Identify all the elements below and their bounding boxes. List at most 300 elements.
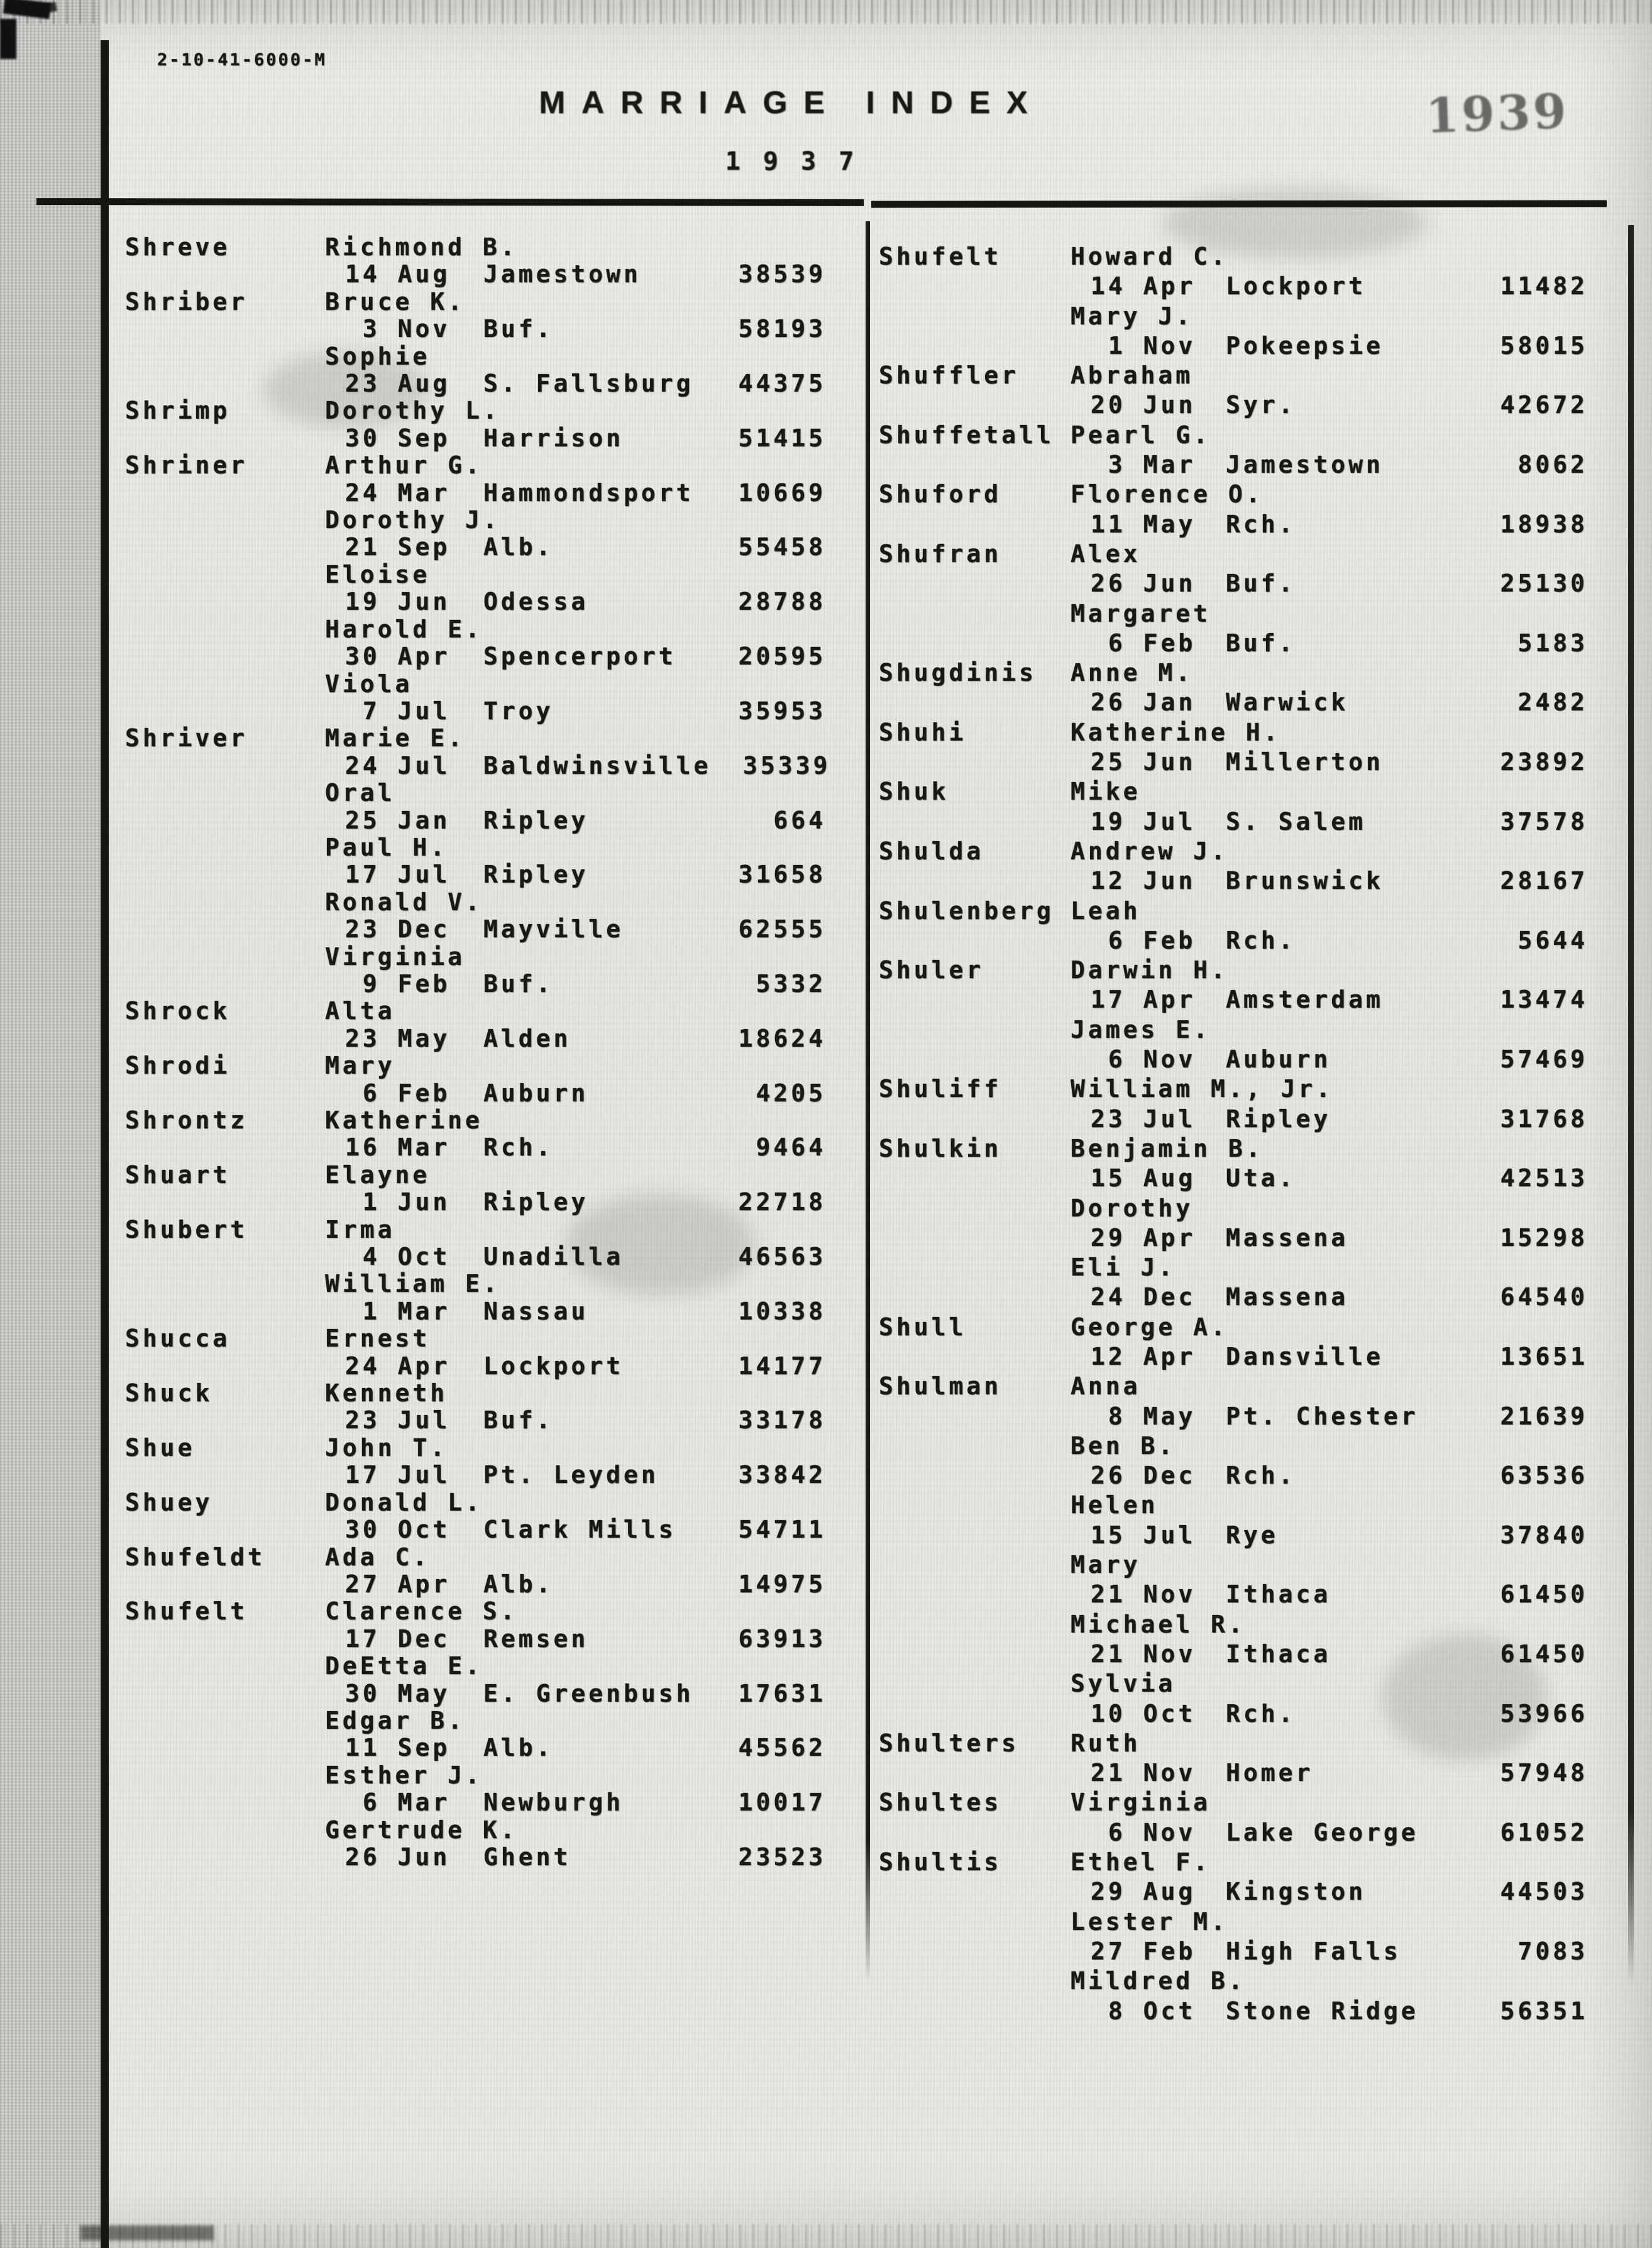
marriage-place: Ripley [1226,1105,1331,1133]
given-name: William E. [325,1270,500,1298]
entry-detail-row [125,916,826,943]
entry-name-row [879,1372,1588,1401]
surname [125,671,325,698]
certificate-number: 31658 [738,861,826,889]
given-name: Ernest [325,1325,431,1353]
scan-noise-bottom [0,2224,1652,2248]
entry-detail-row [879,450,1588,480]
entry-name-row [879,718,1588,747]
marriage-place: S. Fallsburg [483,370,694,398]
entry-name-row [125,1707,826,1734]
entry-name-row [125,1544,826,1571]
surname: Shull [879,1313,967,1341]
given-name: Dorothy J. [325,506,500,534]
marriage-place: Buf. [483,969,554,998]
given-name: Abraham [1071,361,1194,390]
index-entry [125,397,826,452]
entry-name-row [879,1669,1588,1699]
given-name: Mike [1071,778,1141,806]
given-name: James E. [1071,1015,1211,1044]
certificate-number: 57469 [1500,1045,1588,1074]
surname: Shuford [879,480,1002,509]
marriage-place: Massena [1226,1223,1349,1252]
certificate-number: 55458 [738,533,826,561]
surname: Shufelt [879,243,1002,270]
index-entry [125,289,826,343]
entry-name-row [125,507,826,534]
marriage-date: 6 Feb [1091,629,1196,657]
certificate-number: 31768 [1500,1105,1588,1133]
left-border-rule [101,40,109,2248]
entry-detail-row [879,331,1588,361]
marriage-date: 4 Oct [345,1243,451,1271]
entry-detail-row [879,807,1588,837]
marriage-date: 14 Apr [1091,272,1196,300]
given-name: Benjamin B. [1071,1134,1264,1162]
entry-detail-row [125,1025,826,1052]
marriage-date: 25 Jan [345,806,451,834]
marriage-date: 24 Mar [345,478,451,507]
entry-detail-row [125,1844,826,1871]
certificate-number: 44503 [1500,1878,1588,1906]
index-entry [879,1907,1588,1967]
surname [879,1253,1071,1282]
index-entry [879,1966,1588,2026]
entry-name-row [879,1490,1588,1520]
entry-name-row [879,1194,1588,1223]
marriage-place: Ghent [483,1843,571,1871]
header-rule-right [871,200,1607,207]
entry-detail-row [879,629,1588,658]
index-entry [125,724,831,780]
entry-detail-row [879,1045,1588,1074]
given-name: Sylvia [1071,1670,1176,1698]
entry-detail-row [125,971,826,998]
certificate-number: 64540 [1500,1283,1588,1311]
entry-detail-row [125,1680,826,1707]
certificate-number: 33842 [738,1461,826,1489]
certificate-number: 10669 [738,478,826,507]
given-name: Irma [325,1215,395,1243]
given-name: Alta [325,997,395,1025]
entry-detail-row [125,643,826,670]
given-name: Margaret [1071,599,1211,627]
index-entry [125,1598,826,1653]
surname: Shulkin [879,1134,1002,1162]
marriage-date: 23 May [345,1024,451,1052]
index-entry [879,658,1588,718]
marriage-date: 6 Nov [1091,1818,1196,1846]
certificate-number: 5183 [1517,629,1588,657]
surname [125,343,325,370]
marriage-place: E. Greenbush [483,1679,694,1707]
marriage-date: 17 Jul [345,1461,451,1489]
surname [125,834,325,861]
marriage-place: Rch. [1226,926,1296,954]
given-name: Leah [1071,896,1141,925]
surname [879,1431,1071,1461]
index-entry [879,421,1588,480]
given-name: Andrew J. [1071,837,1228,865]
entry-name-row [125,1270,826,1298]
marriage-date: 17 Dec [345,1624,451,1653]
marriage-place: Alb. [483,1570,554,1598]
marriage-place: S. Salem [1226,807,1367,835]
marriage-date: 1 Nov [1091,331,1196,360]
marriage-place: Pt. Chester [1226,1402,1419,1430]
surname: Shubert [125,1215,248,1243]
marriage-place: Alb. [483,533,554,561]
surname: Shuk [879,778,949,806]
given-name: Ben B. [1071,1431,1176,1460]
given-name: Virginia [325,942,466,971]
marriage-date: 24 Jul [345,751,451,780]
entry-detail-row [879,1282,1588,1312]
index-entry [125,834,826,889]
given-name: Katherine H. [1071,718,1281,746]
marriage-date: 8 Oct [1091,1997,1196,2025]
index-entry [879,480,1588,539]
given-name: Dorothy L. [325,397,500,425]
entry-detail-row [125,751,831,780]
index-entry [879,1788,1588,1848]
certificate-number: 25130 [1500,570,1588,598]
certificate-number: 35339 [743,751,831,780]
entry-detail-row [125,425,826,452]
marriage-date: 30 May [345,1679,451,1707]
marriage-place: Buf. [1226,629,1296,657]
certificate-number: 58015 [1500,331,1588,360]
certificate-number: 8062 [1517,451,1588,479]
entry-detail-row [879,272,1588,301]
surname: Shucca [125,1325,231,1353]
marriage-date: 30 Oct [345,1516,451,1544]
certificate-number: 10017 [738,1788,826,1817]
surname [125,507,325,534]
certificate-number: 10338 [738,1297,826,1325]
given-name: Harold E. [325,615,483,643]
entry-name-row [879,777,1588,807]
entry-detail-row [879,866,1588,896]
entry-name-row [125,1107,826,1134]
certificate-number: 62555 [738,915,826,944]
entry-name-row [879,1610,1588,1639]
page-title: MARRIAGE INDEX [539,85,1044,120]
entry-name-row [879,896,1588,926]
marriage-date: 15 Jul [1091,1521,1196,1549]
entry-detail-row [125,1407,826,1434]
entry-detail-row [879,985,1588,1015]
given-name: Alex [1071,539,1141,568]
given-name: Bruce K. [325,287,466,316]
form-number: 2-10-41-6000-M [157,50,327,70]
marriage-date: 21 Nov [1091,1580,1196,1609]
index-entry [125,616,826,671]
surname [125,1707,325,1734]
entry-detail-row [879,1758,1588,1788]
given-name: Ronald V. [325,888,483,916]
surname: Shreve [125,233,231,261]
certificate-number: 37578 [1500,807,1588,835]
entry-detail-row [125,1626,826,1653]
index-entry [125,1216,826,1271]
entry-name-row [125,998,826,1025]
given-name: DeEtta E. [325,1652,483,1680]
marriage-date: 3 Nov [345,315,451,343]
entry-detail-row [879,688,1588,717]
index-entry [879,1134,1588,1194]
entry-name-row [125,1216,826,1243]
certificate-number: 17631 [738,1679,826,1707]
entry-detail-row [879,510,1588,539]
entry-name-row [125,671,826,698]
index-entry [125,780,826,834]
column-divider-rule [866,221,870,1981]
marriage-date: 3 Mar [1091,451,1196,479]
given-name: Esther J. [325,1761,483,1789]
given-name: Mildred B. [1071,1967,1246,1995]
entry-name-row [125,1162,826,1189]
entry-name-row [879,1074,1588,1104]
surname [879,1907,1071,1937]
entry-detail-row [879,1699,1588,1729]
surname [125,1270,325,1298]
index-entry [125,343,826,398]
index-entry [125,1762,826,1817]
index-entry [879,718,1588,778]
given-name: Ethel F. [1071,1848,1211,1876]
marriage-place: Lake George [1226,1818,1419,1846]
entry-name-row [125,889,826,916]
marriage-date: 21 Nov [1091,1639,1196,1668]
index-entry [125,234,826,289]
marriage-date: 6 Feb [345,1079,451,1107]
marriage-place: Stone Ridge [1226,1997,1419,2025]
entry-detail-row [125,1189,826,1216]
marriage-place: Massena [1226,1283,1349,1311]
given-name: Mary J. [1071,302,1194,330]
marriage-place: Amsterdam [1226,986,1384,1014]
given-name: Katherine [325,1106,483,1134]
given-name: John T. [325,1433,448,1462]
index-entry [125,944,826,998]
marriage-place: Millerton [1226,748,1384,776]
index-entry [879,302,1588,361]
given-name: Anne M. [1071,659,1194,687]
marriage-place: Warwick [1226,688,1349,717]
index-column-right [879,242,1588,2026]
surname: Shrodi [125,1052,231,1080]
marriage-place: Lockport [483,1352,624,1380]
entry-detail-row [125,698,826,725]
surname: Shuhi [879,718,967,746]
marriage-date: 7 Jul [345,697,451,725]
marriage-date: 14 Aug [345,260,451,289]
entry-name-row [879,1015,1588,1045]
certificate-number: 13474 [1500,986,1588,1014]
entry-detail-row [125,1134,826,1161]
marriage-date: 20 Jun [1091,391,1196,419]
marriage-date: 24 Apr [345,1352,451,1380]
certificate-number: 57948 [1500,1759,1588,1787]
certificate-number: 23892 [1500,748,1588,776]
index-entry [879,1848,1588,1907]
marriage-place: Hammondsport [483,478,694,507]
given-name: Ruth [1071,1729,1141,1757]
marriage-date: 23 Aug [345,370,451,398]
given-name: Anna [1071,1372,1141,1401]
marriage-date: 26 Dec [1091,1462,1196,1490]
index-entry [879,242,1588,302]
given-name: Sophie [325,342,431,370]
entry-name-row [125,561,826,588]
index-entry [879,1550,1588,1610]
certificate-number: 63536 [1500,1462,1588,1490]
certificate-number: 28167 [1500,867,1588,895]
marriage-place: Jamestown [1226,451,1384,479]
entry-name-row [879,1788,1588,1817]
marriage-place: Rch. [1226,1699,1296,1727]
index-entry [879,539,1588,599]
surname: Shulenberg [879,896,1054,925]
entry-name-row [879,361,1588,390]
given-name: Oral [325,779,395,807]
marriage-date: 12 Jun [1091,867,1196,895]
entry-detail-row [125,1734,826,1761]
entry-name-row [125,397,826,424]
marriage-place: Buf. [483,1406,554,1435]
entry-detail-row [879,1105,1588,1134]
surname [879,1490,1071,1520]
marriage-place: Harrison [483,424,624,452]
index-entry [125,1162,826,1216]
marriage-place: Dansville [1226,1342,1384,1370]
index-entry [879,599,1588,659]
marriage-place: Brunswick [1226,867,1384,895]
index-entry [879,1372,1588,1431]
entry-detail-row [879,1223,1588,1253]
surname [125,1817,325,1844]
index-entry [125,452,826,507]
surname: Shuck [125,1379,213,1408]
marriage-place: Ripley [483,806,589,834]
entry-name-row [125,452,826,479]
entry-name-row [879,1313,1588,1342]
certificate-number: 63913 [738,1624,826,1653]
entry-name-row [125,1380,826,1407]
entry-name-row [879,599,1588,629]
certificate-number: 56351 [1500,1997,1588,2025]
entry-detail-row [125,1243,826,1270]
marriage-place: Lockport [1226,272,1367,300]
index-entry [879,1490,1588,1550]
index-entry [125,1489,826,1544]
certificate-number: 13651 [1500,1342,1588,1370]
given-name: Helen [1071,1491,1159,1519]
entry-detail-row [879,569,1588,598]
marriage-date: 26 Jan [1091,688,1196,717]
surname [879,302,1071,331]
surname: Shrimp [125,397,231,425]
index-entry [125,1380,826,1435]
index-entry [879,1253,1588,1313]
certificate-number: 46563 [738,1243,826,1271]
surname [125,1653,325,1680]
certificate-number: 15298 [1500,1223,1588,1252]
certificate-number: 61450 [1500,1639,1588,1668]
marriage-date: 30 Sep [345,424,451,452]
certificate-number: 9464 [756,1133,826,1162]
index-entry [125,1544,826,1599]
certificate-number: 42513 [1500,1164,1588,1193]
entry-detail-row [125,588,826,615]
certificate-number: 53966 [1500,1699,1588,1727]
marriage-place: Alden [483,1024,571,1052]
entry-detail-row [879,390,1588,420]
entry-name-row [125,834,826,861]
surname [125,780,325,807]
surname: Shulda [879,837,984,865]
entry-name-row [879,421,1588,450]
surname: Shulman [879,1372,1002,1401]
marriage-place: Clark Mills [483,1516,676,1544]
given-name: Clarence S. [325,1597,518,1626]
entry-detail-row [879,1639,1588,1669]
certificate-number: 14975 [738,1570,826,1598]
surname: Shuey [125,1488,213,1516]
surname [879,1669,1071,1699]
entry-name-row [125,1817,826,1844]
surname: Shrock [125,997,231,1025]
marriage-date: 26 Jun [1091,570,1196,598]
right-border-rule [1628,225,1634,1985]
marriage-date: 10 Oct [1091,1699,1196,1727]
surname: Shugdinis [879,659,1037,687]
surname [125,561,325,588]
surname: Shuler [879,956,984,984]
entry-detail-row [125,316,826,343]
marriage-place: Syr. [1226,391,1296,419]
index-column-left [125,233,831,1871]
certificate-number: 18938 [1500,510,1588,538]
index-entry [879,896,1588,956]
index-entry [125,1270,826,1325]
index-entry [125,1707,826,1762]
marriage-place: Kingston [1226,1878,1367,1906]
given-name: Mary [325,1052,395,1080]
certificate-number: 28788 [738,588,826,616]
given-name: Edgar B. [325,1706,466,1734]
entry-name-row [125,944,826,971]
given-name: Richmond B. [325,233,518,261]
surname: Shuffetall [879,421,1054,449]
scan-noise-top [0,0,1652,24]
index-entry [879,1729,1588,1788]
entry-detail-row [125,1789,826,1816]
entry-name-row [879,1907,1588,1937]
index-entry [125,1817,826,1871]
marriage-place: Homer [1226,1759,1314,1787]
entry-name-row [125,1435,826,1462]
surname: Shuffler [879,361,1020,390]
entry-name-row [125,1598,826,1625]
marriage-date: 26 Jun [345,1843,451,1871]
entry-detail-row [879,747,1588,777]
given-name: Kenneth [325,1379,448,1408]
index-entry [125,998,826,1052]
entry-detail-row [879,1877,1588,1907]
marriage-date: 11 May [1091,510,1196,538]
